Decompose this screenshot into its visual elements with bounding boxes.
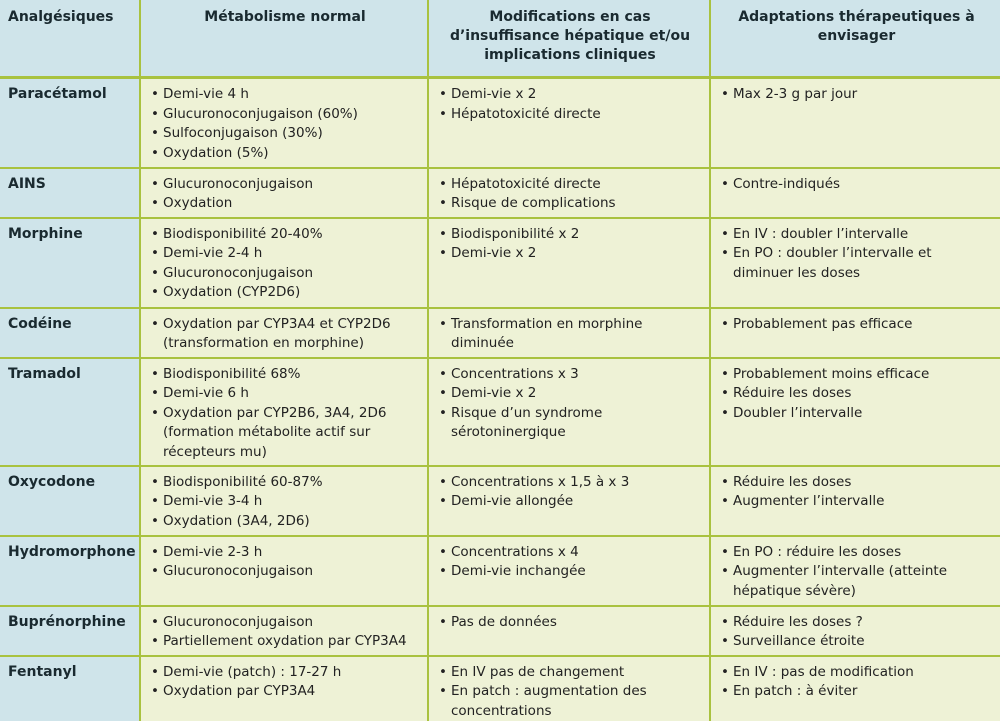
list-item: • Demi-vie x 2 — [437, 384, 703, 404]
list-item: • Oxydation par CYP3A4 et CYP2D6 (transformation en morphine) — [149, 315, 421, 354]
adaptations-cell — [710, 466, 1000, 536]
list-item: • En PO : réduire les doses — [719, 543, 994, 563]
list-item: • Surveillance étroite — [719, 632, 994, 652]
list-item: • En patch : augmentation des concentrations — [437, 682, 703, 721]
bullet-list — [437, 543, 703, 582]
adaptations-cell — [710, 656, 1000, 722]
list-item: • Max 2-3 g par jour — [719, 85, 994, 105]
list-item: • En IV : doubler l’intervalle — [719, 225, 994, 245]
list-item: • Oxydation (5%) — [149, 144, 421, 164]
drug-name: AINS — [0, 168, 140, 218]
list-item: • Demi-vie allongée — [437, 492, 703, 512]
header-analgesiques: Analgésiques — [0, 0, 140, 78]
list-item: • Biodisponibilité 20-40% — [149, 225, 421, 245]
bullet-list — [149, 365, 421, 463]
list-item: • Risque d’un syndrome sérotoninergique — [437, 404, 703, 443]
list-item: • Oxydation (CYP2D6) — [149, 283, 421, 303]
list-item: • Doubler l’intervalle — [719, 404, 994, 424]
list-item: • Probablement pas efficace — [719, 315, 994, 335]
list-item: • Demi-vie 2-4 h — [149, 244, 421, 264]
list-item: • Oxydation — [149, 194, 421, 214]
adaptations-cell — [710, 218, 1000, 308]
list-item: • Biodisponibilité 68% — [149, 365, 421, 385]
metabolism-cell — [140, 168, 428, 218]
modifications-cell — [428, 308, 710, 358]
table-row — [0, 358, 1000, 466]
modifications-cell — [428, 358, 710, 466]
table-row — [0, 168, 1000, 218]
list-item: • Demi-vie x 2 — [437, 244, 703, 264]
metabolism-cell — [140, 218, 428, 308]
list-item: • Hépatotoxicité directe — [437, 175, 703, 195]
table-row — [0, 78, 1000, 168]
list-item: • Réduire les doses ? — [719, 613, 994, 633]
list-item: • Glucuronoconjugaison (60%) — [149, 105, 421, 125]
list-item: • Pas de données — [437, 613, 703, 633]
list-item: • Oxydation par CYP3A4 — [149, 682, 421, 702]
list-item: • Concentrations x 3 — [437, 365, 703, 385]
metabolism-cell — [140, 358, 428, 466]
list-item: • Glucuronoconjugaison — [149, 264, 421, 284]
bullet-list — [437, 663, 703, 722]
list-item: • Demi-vie 2-3 h — [149, 543, 421, 563]
list-item: • Biodisponibilité 60-87% — [149, 473, 421, 493]
bullet-list — [719, 315, 994, 335]
bullet-list — [719, 473, 994, 512]
metabolism-cell — [140, 466, 428, 536]
bullet-list — [149, 663, 421, 702]
bullet-list — [719, 225, 994, 284]
table-row — [0, 308, 1000, 358]
list-item: • Concentrations x 1,5 à x 3 — [437, 473, 703, 493]
header-adaptations: Adaptations thérapeutiques à envisager — [710, 0, 1000, 78]
bullet-list — [149, 613, 421, 652]
drug-name: Buprénorphine — [0, 606, 140, 656]
list-item: • En patch : à éviter — [719, 682, 994, 702]
list-item: • Demi-vie x 2 — [437, 85, 703, 105]
bullet-list — [149, 85, 421, 163]
list-item: • Hépatotoxicité directe — [437, 105, 703, 125]
bullet-list — [437, 473, 703, 512]
modifications-cell — [428, 78, 710, 168]
bullet-list — [719, 175, 994, 195]
header-metabolisme: Métabolisme normal — [140, 0, 428, 78]
drug-name: Codéine — [0, 308, 140, 358]
bullet-list — [719, 613, 994, 652]
list-item: • Réduire les doses — [719, 473, 994, 493]
list-item: • Probablement moins efficace — [719, 365, 994, 385]
bullet-list — [149, 225, 421, 303]
drug-name: Hydromorphone — [0, 536, 140, 606]
bullet-list — [149, 543, 421, 582]
list-item: • Demi-vie (patch) : 17-27 h — [149, 663, 421, 683]
table-row — [0, 606, 1000, 656]
list-item: • Glucuronoconjugaison — [149, 562, 421, 582]
bullet-list — [437, 613, 703, 633]
metabolism-cell — [140, 78, 428, 168]
list-item: • Augmenter l’intervalle — [719, 492, 994, 512]
list-item: • Demi-vie 6 h — [149, 384, 421, 404]
header-modifications: Modifications en cas d’insuffisance hépatique et/ou implications cliniques — [428, 0, 710, 78]
modifications-cell — [428, 606, 710, 656]
list-item: • Oxydation (3A4, 2D6) — [149, 512, 421, 532]
modifications-cell — [428, 218, 710, 308]
bullet-list — [149, 473, 421, 532]
list-item: • En PO : doubler l’intervalle et diminuer les doses — [719, 244, 994, 283]
bullet-list — [437, 365, 703, 443]
metabolism-cell — [140, 606, 428, 656]
adaptations-cell — [710, 168, 1000, 218]
list-item: • Risque de complications — [437, 194, 703, 214]
list-item: • Réduire les doses — [719, 384, 994, 404]
adaptations-cell — [710, 606, 1000, 656]
bullet-list — [437, 175, 703, 214]
adaptations-cell — [710, 308, 1000, 358]
list-item: • Augmenter l’intervalle (atteinte hépatique sévère) — [719, 562, 994, 601]
table-row — [0, 466, 1000, 536]
list-item: • Partiellement oxydation par CYP3A4 — [149, 632, 421, 652]
bullet-list — [719, 85, 994, 105]
list-item: • Glucuronoconjugaison — [149, 613, 421, 633]
adaptations-cell — [710, 78, 1000, 168]
modifications-cell — [428, 656, 710, 722]
drug-name: Paracétamol — [0, 78, 140, 168]
drug-name: Fentanyl — [0, 656, 140, 722]
adaptations-cell — [710, 358, 1000, 466]
drug-name: Tramadol — [0, 358, 140, 466]
table-row — [0, 536, 1000, 606]
list-item: • Transformation en morphine diminuée — [437, 315, 703, 354]
bullet-list — [719, 543, 994, 602]
drug-name: Oxycodone — [0, 466, 140, 536]
list-item: • Glucuronoconjugaison — [149, 175, 421, 195]
list-item: • Concentrations x 4 — [437, 543, 703, 563]
bullet-list — [719, 663, 994, 702]
bullet-list — [149, 175, 421, 214]
list-item: • Contre-indiqués — [719, 175, 994, 195]
bullet-list — [437, 315, 703, 354]
modifications-cell — [428, 536, 710, 606]
adaptations-cell — [710, 536, 1000, 606]
list-item: • Sulfoconjugaison (30%) — [149, 124, 421, 144]
list-item: • Demi-vie 3-4 h — [149, 492, 421, 512]
bullet-list — [149, 315, 421, 354]
modifications-cell — [428, 168, 710, 218]
drug-name: Morphine — [0, 218, 140, 308]
list-item: • Demi-vie inchangée — [437, 562, 703, 582]
list-item: • En IV : pas de modification — [719, 663, 994, 683]
table-row — [0, 218, 1000, 308]
metabolism-cell — [140, 656, 428, 722]
metabolism-cell — [140, 536, 428, 606]
bullet-list — [437, 225, 703, 264]
header-row — [0, 0, 1000, 78]
metabolism-cell — [140, 308, 428, 358]
list-item: • Biodisponibilité x 2 — [437, 225, 703, 245]
list-item: • Oxydation par CYP2B6, 3A4, 2D6 (formation métabolite actif sur récepteurs mu) — [149, 404, 421, 463]
table-row — [0, 656, 1000, 722]
bullet-list — [719, 365, 994, 424]
list-item: • Demi-vie 4 h — [149, 85, 421, 105]
bullet-list — [437, 85, 703, 124]
list-item: • En IV pas de changement — [437, 663, 703, 683]
modifications-cell — [428, 466, 710, 536]
